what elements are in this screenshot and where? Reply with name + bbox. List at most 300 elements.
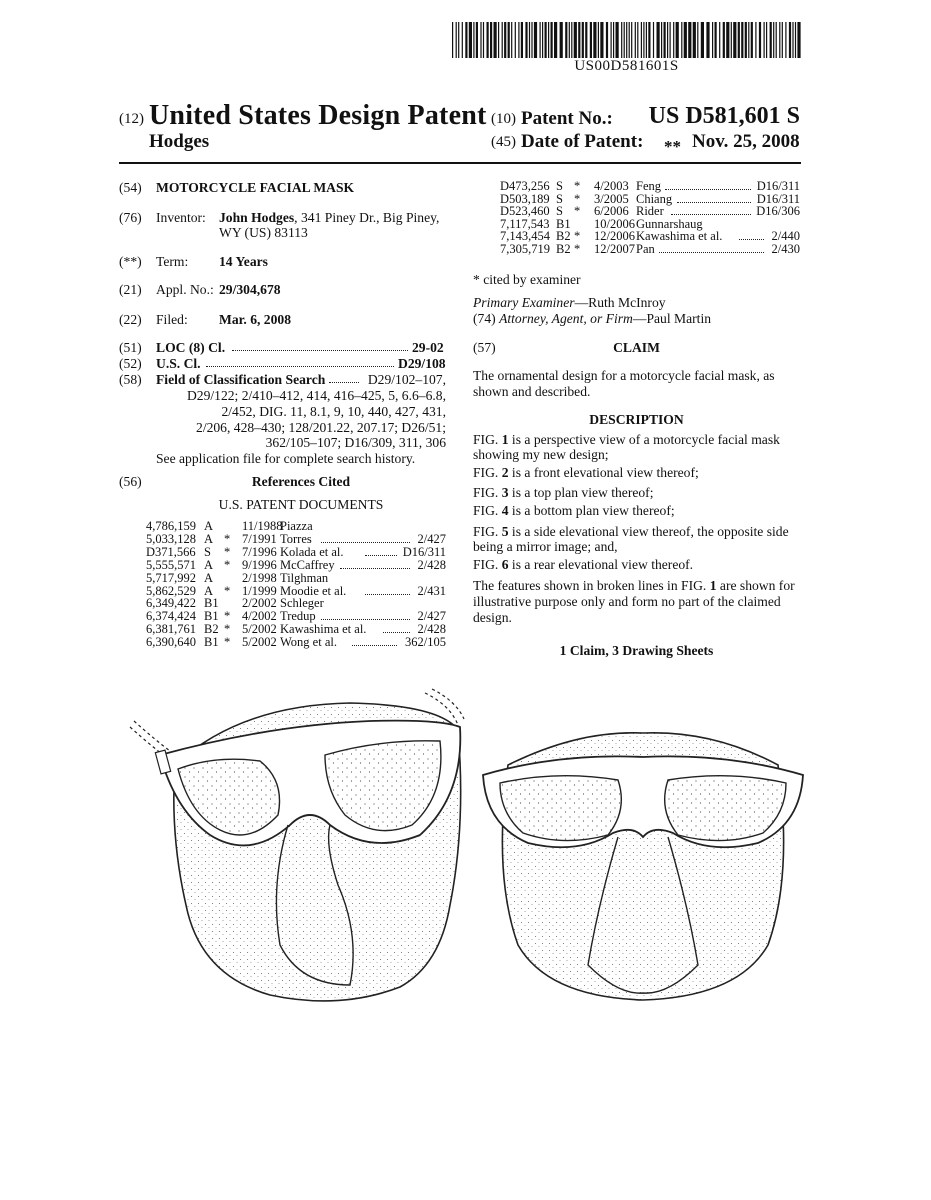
barcode-bar (480, 22, 481, 58)
barcode-bar (641, 22, 642, 58)
barcode-bar (715, 22, 717, 58)
barcode-bar (785, 22, 786, 58)
reference-class: D16/311 (756, 179, 800, 193)
barcode-bar (792, 22, 793, 58)
barcode-bar (560, 22, 563, 58)
reference-kind: A (204, 583, 214, 598)
search-line-3: 2/452, DIG. 11, 8.1, 9, 10, 440, 427, 431, (221, 404, 446, 419)
reference-number: D371,566 (146, 544, 196, 559)
fig-text: is a top plan view thereof; (511, 485, 654, 500)
barcode-bar (755, 22, 756, 58)
search-history-note: See application file for complete search history. (156, 451, 416, 466)
us-documents-heading: U.S. PATENT DOCUMENTS (218, 497, 384, 512)
mask-perspective-drawing (120, 685, 480, 1015)
primary-examiner (473, 295, 666, 311)
inventor-address-1: , 341 Piney Dr., Big Piney, (294, 210, 440, 225)
barcode-bar (462, 22, 463, 58)
barcode-bar (458, 22, 459, 58)
fig-3-desc (473, 485, 653, 501)
attorney-label: Attorney, Agent, or Firm (499, 311, 633, 326)
barcode-bar (554, 22, 557, 58)
reference-class: 2/427 (417, 531, 446, 546)
claim-heading: CLAIM (613, 340, 660, 355)
barcode-bar (551, 22, 553, 58)
barcode-bar (502, 22, 503, 58)
barcode-bar (545, 22, 547, 58)
fig-number: 6 (501, 557, 509, 572)
fig-label: FIG. (473, 465, 499, 480)
note-text: The features shown in broken lines in FIG. (473, 578, 707, 593)
reference-kind: S (556, 204, 563, 218)
fig-label: FIG. (473, 524, 499, 539)
reference-date: 12/2006 (594, 229, 635, 243)
broken-lines-note (473, 578, 795, 594)
barcode-bar (629, 22, 630, 58)
reference-name: Wong et al. (280, 635, 337, 650)
barcode-bar (476, 22, 478, 58)
barcode-bar (719, 22, 720, 58)
barcode-bar (773, 22, 774, 58)
reference-row (146, 572, 446, 585)
references-heading: References Cited (251, 474, 351, 489)
references-right-list (492, 180, 800, 262)
fig-text: is a side elevational view thereof, the opposite side (511, 524, 789, 539)
reference-kind: A (204, 557, 214, 572)
reference-cited-mark: * (574, 241, 581, 256)
reference-class: 2/427 (417, 609, 446, 624)
patent-number: US D581,601 S (648, 103, 800, 129)
reference-name: Gunnarshaug (636, 216, 703, 231)
fig-number: 1 (501, 432, 509, 447)
barcode-bar (797, 22, 800, 58)
reference-name: Tredup (280, 609, 316, 624)
barcode-bar (673, 22, 674, 58)
leader-dots (365, 546, 397, 556)
leader-dots (671, 205, 751, 215)
reference-number: 6,374,424 (146, 609, 196, 624)
reference-number: D503,189 (500, 191, 550, 206)
barcode-bar (676, 22, 679, 58)
reference-date: 2/1998 (242, 570, 277, 585)
barcode-bar (759, 22, 761, 58)
reference-number: 7,305,719 (500, 241, 550, 256)
fig-label: FIG. (473, 557, 499, 572)
reference-name: Tilghman (280, 570, 329, 585)
inventor-name: John Hodges (219, 210, 295, 225)
fig-4-desc (473, 503, 675, 519)
barcode-bar (738, 22, 740, 58)
reference-cited-mark: * (224, 609, 231, 624)
barcode-bar (657, 22, 660, 58)
barcode-bar (779, 22, 780, 58)
broken-lines-note-3: design. (473, 610, 512, 625)
barcode-bar (782, 22, 783, 58)
barcode-bar (593, 22, 596, 58)
reference-date: 9/1996 (242, 557, 277, 572)
reference-number: 4,786,159 (146, 519, 196, 533)
barcode-bar (606, 22, 608, 58)
term-code: (**) (119, 254, 142, 269)
reference-name: Moodie et al. (280, 583, 347, 598)
barcode-bar (712, 22, 713, 58)
fig-2-desc (473, 465, 699, 481)
claim-text-2: shown and described. (473, 384, 591, 399)
reference-date: 4/2002 (242, 609, 277, 624)
leader-dots (665, 180, 751, 190)
barcode-bar (621, 22, 622, 58)
reference-cited-mark: * (224, 635, 231, 650)
barcode-bar (726, 22, 729, 58)
reference-name: Rider (636, 204, 664, 218)
barcode-bar (631, 22, 632, 58)
reference-name: Chiang (636, 191, 673, 206)
reference-class: 2/428 (417, 622, 446, 637)
reference-cited-mark: * (224, 544, 231, 559)
barcode-bar (456, 22, 457, 58)
reference-date: 7/1991 (242, 531, 277, 546)
barcode-bar (490, 22, 492, 58)
reference-number: 7,117,543 (500, 216, 550, 231)
reference-cited-mark: * (224, 583, 231, 598)
primary-examiner-name: —Ruth McInroy (574, 295, 666, 310)
barcode-bar (681, 22, 682, 58)
mask-front-drawing (478, 725, 808, 1015)
attorney (473, 311, 711, 327)
barcode-bar (469, 22, 472, 58)
reference-kind: S (204, 544, 211, 559)
fig-text: is a rear elevational view thereof. (511, 557, 694, 572)
filed-label: Filed: (156, 312, 188, 327)
barcode-bar (483, 22, 484, 58)
barcode-bar (684, 22, 687, 58)
invention-title: MOTORCYCLE FACIAL MASK (156, 180, 355, 195)
reference-date: 2/2002 (242, 596, 277, 611)
reference-row (492, 243, 800, 256)
reference-kind: S (556, 179, 563, 193)
reference-kind: B2 (556, 241, 571, 256)
fig-5-desc (473, 524, 789, 540)
barcode-bar (766, 22, 767, 58)
loc-class-label: LOC (8) Cl. (156, 340, 226, 355)
reference-row (146, 546, 446, 559)
barcode-bar (789, 22, 791, 58)
field-76-code: (76) (119, 210, 142, 225)
reference-number: D473,256 (500, 179, 550, 193)
barcode-bar (776, 22, 777, 58)
barcode-bar (613, 22, 614, 58)
barcode-bar (653, 22, 654, 58)
barcode-number: US00D581601S (574, 58, 679, 74)
broken-lines-note-2: illustrative purpose only and form no part of the claimed (473, 594, 781, 609)
reference-class: D16/306 (756, 204, 800, 218)
reference-row (146, 559, 446, 572)
leader-dots (232, 341, 408, 351)
barcode-bar (548, 22, 549, 58)
filed-date: Mar. 6, 2008 (219, 312, 291, 327)
reference-cited-mark: * (574, 179, 581, 193)
fig-text: is a perspective view of a motorcycle facial mask (511, 432, 780, 447)
reference-number: 6,390,640 (146, 635, 196, 650)
barcode-bar (688, 22, 691, 58)
barcode-bar (661, 22, 662, 58)
reference-kind: A (204, 570, 214, 585)
reference-cited-mark: * (574, 204, 581, 218)
reference-date: 6/2006 (594, 204, 629, 218)
field-51-code: (51) (119, 340, 142, 355)
document-type-title: United States Design Patent (149, 100, 487, 131)
leader-dots (321, 610, 410, 620)
barcode-bar (706, 22, 709, 58)
leader-dots (677, 193, 751, 203)
barcode-bar (511, 22, 512, 58)
leader-dots (340, 559, 410, 569)
field-22-code: (22) (119, 312, 142, 327)
barcode-bar (585, 22, 587, 58)
barcode-bar (515, 22, 516, 58)
barcode-bar (504, 22, 506, 58)
reference-class: D16/311 (402, 544, 446, 559)
references-left-list (146, 520, 446, 660)
search-field-label: Field of Classification Search (156, 372, 326, 387)
term-label: Term: (156, 254, 189, 269)
fig-number: 2 (501, 465, 509, 480)
barcode-bar (635, 22, 636, 58)
barcode-bar (578, 22, 580, 58)
reference-name: Feng (636, 179, 661, 193)
code-45: (45) (491, 134, 516, 150)
reference-cited-mark: * (224, 557, 231, 572)
search-line-5: 362/105–107; D16/309, 311, 306 (265, 435, 446, 450)
reference-date: 12/2007 (594, 241, 635, 256)
field-56-code: (56) (119, 474, 142, 489)
reference-date: 5/2002 (242, 635, 277, 650)
barcode-bar (582, 22, 584, 58)
fig-5-desc-cont: being a mirror image; and, (473, 539, 618, 554)
barcode-bar (648, 22, 650, 58)
reference-name: Schleger (280, 596, 324, 611)
note-text: are shown for (719, 578, 795, 593)
barcode-bar (731, 22, 732, 58)
reference-number: 6,381,761 (146, 622, 196, 637)
leader-dots (321, 533, 410, 543)
fig-number: 3 (501, 485, 509, 500)
inventor-address-2: WY (US) 83113 (219, 225, 308, 240)
reference-name: Torres (280, 531, 312, 546)
field-21-code: (21) (119, 282, 142, 297)
reference-number: 7,143,454 (500, 229, 550, 243)
fig-text: is a front elevational view thereof; (511, 465, 699, 480)
barcode-bar (646, 22, 647, 58)
reference-cited-mark: * (574, 229, 581, 243)
barcode-bar (723, 22, 725, 58)
barcode-bar (624, 22, 625, 58)
barcode-bar (565, 22, 567, 58)
reference-number: 5,862,529 (146, 583, 196, 598)
barcode-bar (741, 22, 743, 58)
reference-row (146, 533, 446, 546)
reference-kind: B2 (204, 622, 219, 637)
reference-class: 2/428 (417, 557, 446, 572)
header-rule (119, 162, 801, 164)
barcode-bar (590, 22, 592, 58)
reference-cited-mark: * (224, 531, 231, 546)
reference-name: McCaffrey (280, 557, 335, 572)
barcode-bar (637, 22, 638, 58)
barcode-bar (498, 22, 499, 58)
reference-date: 3/2005 (594, 191, 629, 206)
reference-class: 362/105 (405, 635, 446, 650)
loc-class-value: 29-02 (412, 340, 444, 355)
reference-cited-mark: * (574, 191, 581, 206)
barcode-bar (525, 22, 527, 58)
reference-row (146, 636, 446, 649)
reference-number: 5,555,571 (146, 557, 196, 572)
application-number: 29/304,678 (219, 282, 281, 297)
us-class-label: U.S. Cl. (156, 356, 201, 371)
description-heading: DESCRIPTION (589, 412, 684, 427)
fig-label: FIG. (473, 432, 499, 447)
barcode-bar (745, 22, 747, 58)
barcode-bar (494, 22, 497, 58)
us-class-value: D29/108 (398, 356, 446, 371)
inventor-label: Inventor: (156, 210, 206, 225)
inventor-line-1 (219, 210, 439, 226)
fig-1-desc (473, 432, 780, 448)
reference-class: 2/431 (417, 583, 446, 598)
field-74-code: (74) (473, 311, 496, 326)
barcode-bar (770, 22, 772, 58)
reference-date: 11/1988 (242, 519, 283, 533)
claims-sheets-note: 1 Claim, 3 Drawing Sheets (559, 643, 714, 658)
reference-class: 2/430 (771, 241, 800, 256)
barcode-bar (795, 22, 796, 58)
barcode-bar (670, 22, 671, 58)
primary-examiner-label: Primary Examiner (473, 295, 575, 310)
reference-number: 5,033,128 (146, 531, 196, 546)
fig-text: is a bottom plan view thereof; (511, 503, 675, 518)
reference-name: Kawashima et al. (636, 229, 723, 243)
leader-dots (365, 585, 410, 595)
code-10: (10) (491, 111, 516, 127)
term-value: 14 Years (219, 254, 268, 269)
barcode-bar (616, 22, 619, 58)
cited-note: * cited by examiner (473, 272, 581, 287)
search-line-1: D29/102–107, (367, 372, 446, 387)
barcode-bar (643, 22, 644, 58)
reference-class: 2/440 (771, 229, 800, 243)
barcode-bar (693, 22, 696, 58)
search-line-2: D29/122; 2/410–412, 414, 416–425, 5, 6.6–6.8, (186, 388, 446, 403)
reference-date: 7/1996 (242, 544, 277, 559)
field-58-code: (58) (119, 372, 142, 387)
reference-name: Kawashima et al. (280, 622, 367, 637)
reference-cited-mark: * (224, 622, 231, 637)
fig-label: FIG. (473, 485, 499, 500)
search-line-4: 2/206, 428–430; 128/201.22, 207.17; D26/51; (196, 420, 446, 435)
reference-date: 10/2006 (594, 216, 635, 231)
reference-number: 6,349,422 (146, 596, 196, 611)
reference-kind: B1 (204, 609, 219, 624)
barcode-bar (664, 22, 666, 58)
fig-label: FIG. (473, 503, 499, 518)
field-54-code: (54) (119, 180, 142, 195)
reference-number: D523,460 (500, 204, 550, 218)
reference-date: 1/1999 (242, 583, 277, 598)
barcode-bar (529, 22, 530, 58)
barcode-bar (521, 22, 523, 58)
leader-dots (206, 357, 394, 367)
barcode-bar (574, 22, 577, 58)
barcode-bar (569, 22, 570, 58)
patent-number-label: Patent No.: (521, 108, 613, 129)
reference-kind: S (556, 191, 563, 206)
barcode-bar (598, 22, 599, 58)
barcode-bar (751, 22, 753, 58)
fig-number: 1 (709, 578, 717, 593)
reference-name: Kolada et al. (280, 544, 344, 559)
reference-class: D16/311 (756, 191, 800, 206)
barcode-bar (733, 22, 736, 58)
barcode-bar (452, 22, 453, 58)
barcode-bar (542, 22, 543, 58)
barcode-bar (534, 22, 537, 58)
barcode-bar (571, 22, 572, 58)
barcode-bar (667, 22, 668, 58)
date-of-patent-label: Date of Patent: (521, 131, 644, 152)
barcode-bar (531, 22, 532, 58)
inventor-surname: Hodges (149, 131, 210, 152)
leader-dots (352, 636, 397, 646)
reference-kind: A (204, 519, 214, 533)
reference-kind: B2 (556, 229, 571, 243)
barcode-bar (748, 22, 749, 58)
barcode-bar (465, 22, 467, 58)
barcode-bar (697, 22, 698, 58)
reference-name: Piazza (280, 519, 313, 533)
barcode-bar (518, 22, 519, 58)
reference-number: 5,717,992 (146, 570, 196, 585)
fig-6-desc (473, 557, 693, 573)
leader-dots (383, 623, 410, 633)
leader-dots (659, 243, 764, 253)
reference-date: 4/2003 (594, 179, 629, 193)
barcode-bar (508, 22, 510, 58)
leader-dots (329, 373, 359, 383)
reference-kind: B1 (556, 216, 571, 231)
barcode-bar (701, 22, 704, 58)
fig-number: 5 (501, 524, 509, 539)
reference-name: Pan (636, 241, 655, 256)
code-12: (12) (119, 111, 144, 127)
reference-kind: A (204, 531, 214, 546)
barcode-bar (487, 22, 489, 58)
barcode-bar (764, 22, 765, 58)
barcode-bar (600, 22, 603, 58)
date-mark: ** (664, 137, 681, 156)
barcode (452, 22, 801, 58)
barcode-bar (626, 22, 627, 58)
attorney-name: —Paul Martin (632, 311, 712, 326)
field-57-code: (57) (473, 340, 496, 355)
date-of-patent: Nov. 25, 2008 (692, 131, 800, 152)
fig-number: 4 (501, 503, 509, 518)
claim-text-1: The ornamental design for a motorcycle facial mask, as (473, 368, 775, 383)
barcode-bar (611, 22, 612, 58)
application-number-label: Appl. No.: (156, 282, 214, 297)
barcode-bar (473, 22, 474, 58)
fig-1-desc-cont: showing my new design; (473, 447, 609, 462)
reference-date: 5/2002 (242, 622, 277, 637)
